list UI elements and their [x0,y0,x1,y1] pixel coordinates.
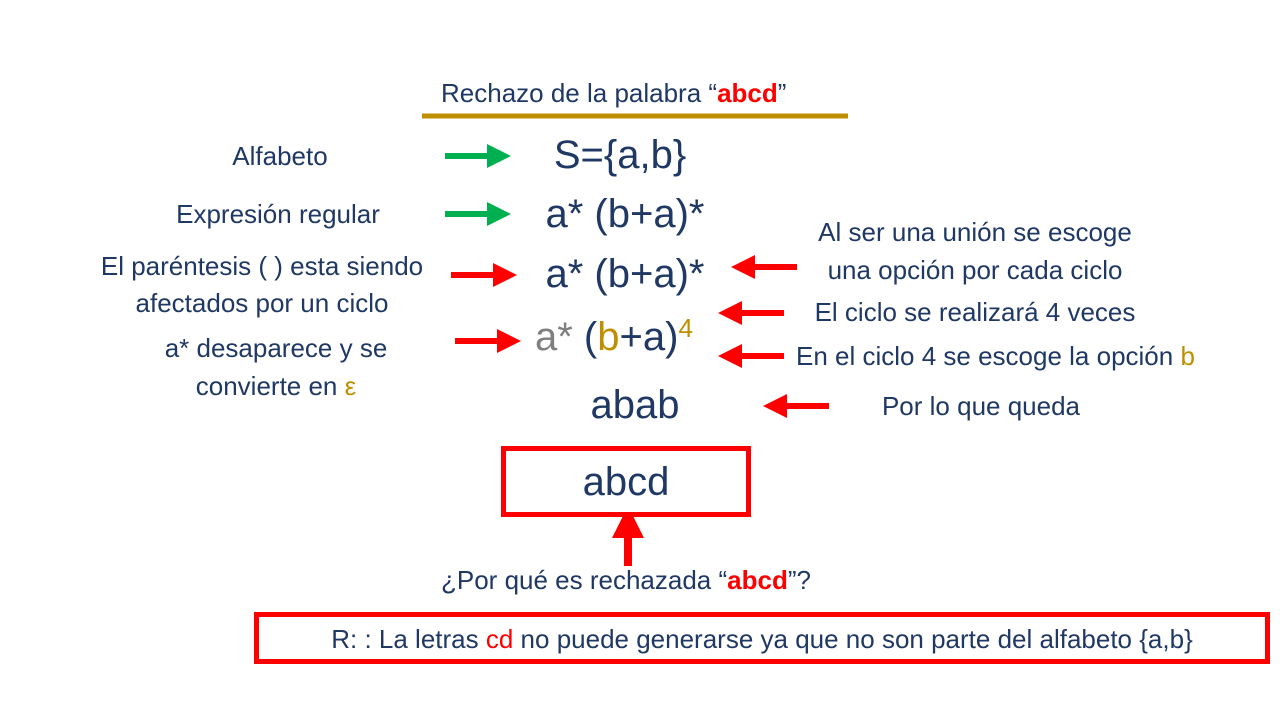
formula-regex-1: a* (b+a)* [545,192,705,236]
slide-title: Rechazo de la palabra “abcd” [441,78,787,108]
answer-text: R: : La letras cd no puede generarse ya que no son parte del alfabeto {a,b} [331,624,1193,654]
label-queda: Por lo que queda [881,391,1081,421]
formula-regex-2: a* (b+a)* [545,252,705,296]
formula-alphabet: S={a,b} [553,133,687,177]
label-alfabeto: Alfabeto [232,141,328,171]
answer-letters: cd [485,624,514,654]
label-ciclo: El ciclo se realizará 4 veces [814,297,1136,327]
formula-result: abab [590,383,680,427]
title-word: abcd [717,78,778,108]
label-union-1: Al ser una unión se escoge [818,217,1132,247]
label-parentesis-2: afectados por un ciclo [135,288,389,318]
label-expresion-regular: Expresión regular [176,199,380,229]
label-union-2: una opción por cada ciclo [827,255,1123,285]
exponent: 4 [678,313,693,343]
word-abcd: abcd [582,460,670,504]
question-text: ¿Por qué es rechazada “abcd”? [441,565,811,595]
epsilon-symbol: ε [344,371,357,401]
label-desaparece-2: convierte en ε [195,371,357,401]
label-ciclo4: En el ciclo 4 se escoge la opción b [796,341,1195,371]
formula-step: a* $(b+a)^4$ [535,313,693,359]
label-desaparece-1: a* desaparece y se [164,333,388,363]
label-parentesis-1: El paréntesis ( ) esta siendo [100,251,424,281]
